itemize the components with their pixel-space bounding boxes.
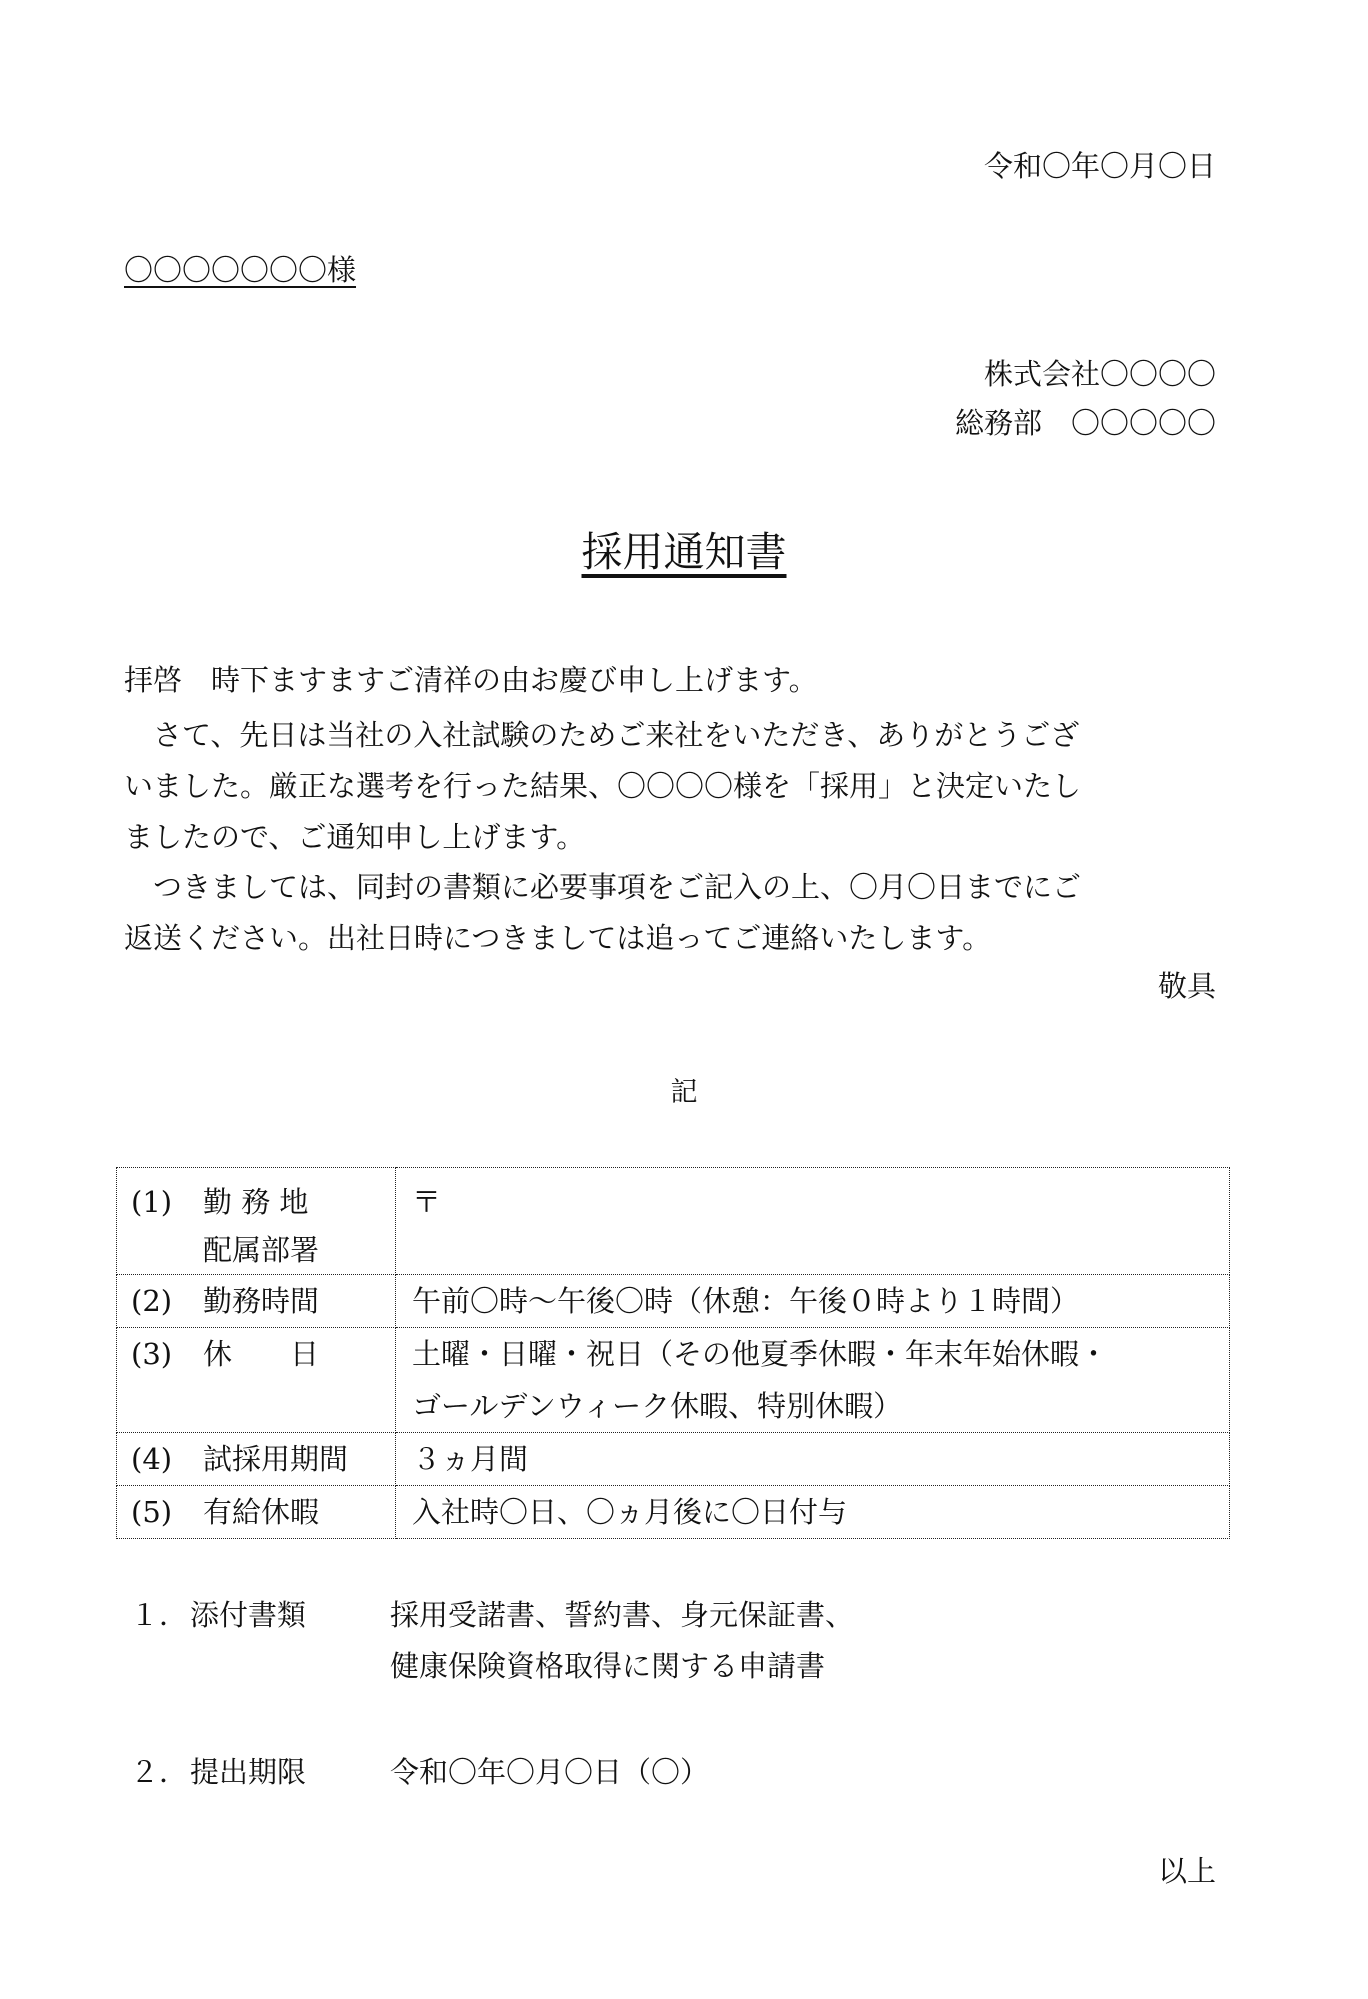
ki-heading: 記 [670, 1077, 698, 1108]
row-label-secondary: 配属部署 [203, 1233, 320, 1267]
table-row [117, 1433, 1230, 1486]
greeting: 拝啓 時下ますますご清祥の由お慶び申し上げます。 [124, 663, 818, 697]
note-value: 令和〇年〇月〇日（〇） [390, 1755, 710, 1789]
table-row [117, 1168, 1230, 1275]
row-number: (3) [131, 1337, 173, 1371]
conditions-table [116, 1167, 1230, 1539]
paragraph-1-line: ましたので、ご通知申し上げます。 [124, 820, 586, 854]
closing-ijo: 以上 [1157, 1854, 1216, 1888]
paragraph-1 [124, 710, 1221, 863]
document-title: 採用通知書 [581, 528, 787, 576]
note-value-continued: 健康保険資格取得に関する申請書 [390, 1649, 826, 1683]
sender-department: 総務部 〇〇〇〇〇 [954, 406, 1216, 440]
paragraph-1-line: いました。厳正な選考を行った結果、〇〇〇〇様を「採用」と決定いたし [124, 769, 1082, 803]
row-label: 勤 務 地 [203, 1185, 309, 1219]
recipient-name: 〇〇〇〇〇〇〇様 [124, 253, 357, 287]
row-value: 午前〇時～午後〇時（休憩：午後０時より１時間） [412, 1284, 1080, 1318]
paragraph-1-line: さて、先日は当社の入社試験のためご来社をいただき、ありがとうござ [124, 718, 1080, 752]
sender-company: 株式会社〇〇〇〇 [983, 357, 1216, 391]
note-deadline [130, 1747, 709, 1798]
note-heading: 添付書類 [190, 1598, 307, 1632]
note-heading: 提出期限 [190, 1755, 307, 1789]
note-value: 採用受諾書、誓約書、身元保証書、 [390, 1598, 855, 1632]
paragraph-2-line: つきましては、同封の書類に必要事項をご記入の上、〇月〇日までにご [124, 870, 1082, 904]
row-value: 入社時〇日、〇ヵ月後に〇日付与 [412, 1495, 848, 1529]
table-row [117, 1328, 1230, 1433]
row-label: 勤務時間 [203, 1284, 320, 1318]
row-value: ３ヵ月間 [412, 1442, 529, 1476]
row-label: 有給休暇 [203, 1495, 320, 1529]
paragraph-2 [124, 862, 1221, 964]
row-number: (1) [131, 1185, 173, 1219]
row-label: 休 日 [203, 1337, 320, 1371]
row-number: (4) [131, 1442, 173, 1476]
note-attachments [130, 1590, 854, 1692]
note-number: ２． [130, 1755, 189, 1789]
row-label: 試採用期間 [203, 1442, 349, 1476]
row-value: 土曜・日曜・祝日（その他夏季休暇・年末年始休暇・ [412, 1337, 1109, 1371]
document-date: 令和〇年〇月〇日 [983, 149, 1216, 183]
closing-keigu: 敬具 [1157, 969, 1216, 1003]
table-row [117, 1486, 1230, 1539]
row-number: (2) [131, 1284, 173, 1318]
row-number: (5) [131, 1495, 173, 1529]
note-number: １． [130, 1598, 189, 1632]
row-value-continued: ゴールデンウィーク休暇、特別休暇） [412, 1389, 903, 1423]
paragraph-2-line: 返送ください。出社日時につきましては追ってご連絡いたします。 [124, 921, 992, 955]
table-row [117, 1275, 1230, 1328]
row-value: 〒 [412, 1185, 442, 1219]
